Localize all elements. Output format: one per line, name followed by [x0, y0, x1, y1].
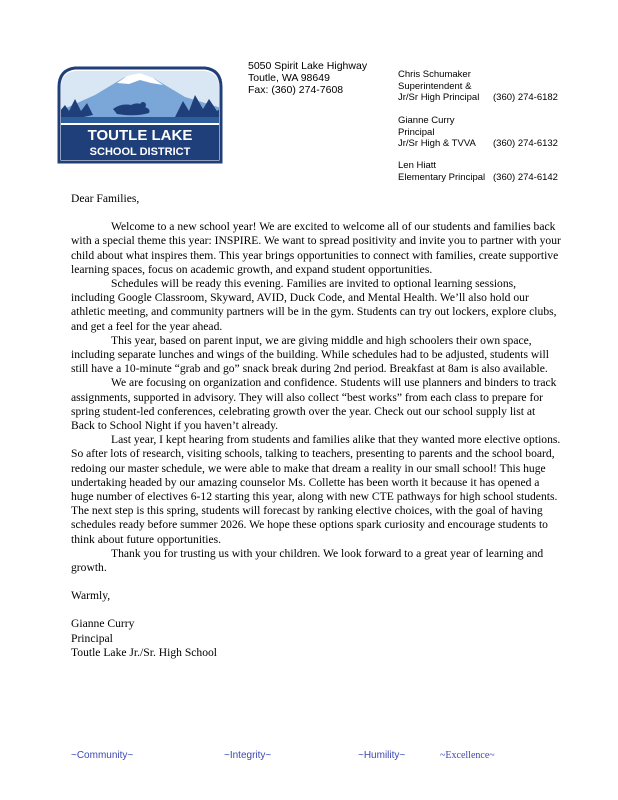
staff-title: Elementary Principal	[398, 171, 486, 183]
staff-name: Gianne Curry	[398, 115, 455, 126]
paragraph-organization: We are focusing on organization and confidence. Students will use planners and binders to track assignments, supported in advisory. They will also collect “best works” from each class to prepare for spring student-led conferences, celebrating growth over the year. Check out our school supply list at Back to School Night if you haven’t already.	[71, 376, 557, 433]
signature-title: Principal	[71, 631, 113, 645]
staff-contact-schumaker	[398, 69, 558, 104]
staff-title: Principal	[398, 126, 435, 138]
signature-block	[71, 617, 561, 660]
signature-school: Toutle Lake Jr./Sr. High School	[71, 645, 218, 659]
closing: Warmly,	[71, 589, 111, 603]
staff-phone: (360) 274-6132	[493, 138, 558, 149]
paragraph-spaces: This year, based on parent input, we are giving middle and high schoolers their own space, including separate lunches and wings of the building. While schedules had to be adjusted, students will still have a 10-minute “grab and go” snack break during 2nd period. Breakfast at 8am is also available.	[71, 333, 549, 376]
staff-title: Jr/Sr High Principal	[398, 92, 480, 103]
address-street: 5050 Spirit Lake Highway	[248, 60, 368, 72]
address-city: Toutle, WA 98649	[248, 72, 330, 84]
staff-name: Len Hiatt	[398, 160, 437, 171]
paragraph-welcome: Welcome to a new school year! We are excited to welcome all of our students and families back with a special theme this year: INSPIRE. We want to spread positivity and invite you to partner with your child about what inspires them. This year brings opportunities to connect with families, create supportive learning spaces, focus on academic growth, and expand student opportunities.	[71, 220, 561, 276]
footer-value-integrity: ~Integrity~	[224, 750, 272, 761]
logo-line1: TOUTLE LAKE	[87, 127, 193, 144]
paragraph-schedules: Schedules will be ready this evening. Families are invited to optional learning sessions, including Google Classroom, Skyward, AVID, Duck Code, and Mental Health. We’ll also hold our athletic meeting, and community partners will be in the gym. Students can try out lockers, explore clubs, and get a feel for the year ahead.	[71, 277, 557, 333]
address-fax: Fax: (360) 274-7608	[248, 84, 344, 96]
staff-title: Jr/Sr High & TVVA	[398, 138, 476, 149]
staff-phone: (360) 274-6182	[493, 92, 558, 103]
logo-line2: SCHOOL DISTRICT	[89, 146, 191, 158]
paragraph-electives: Last year, I kept hearing from students and families alike that they wanted more elective options. So after lots of research, visiting schools, talking to teachers, presenting to parents and the school board, redoing our master schedule, we were able to make that dream a reality in our small school! This huge undertaking headed by our amazing counselor Ms. Collette has been worth it because it has opened a huge number of electives 6-12 starting this year, along with new CTE pathways for high school students. The next step is this spring, students will forecast by ranking elective choices, with the goal of having schedules ready before summer 2026. We hope these options spark curiosity and encourage students to think about future opportunities.	[71, 433, 561, 546]
staff-phone: (360) 274-6142	[493, 171, 558, 183]
values-footer	[0, 750, 618, 766]
staff-contact-curry	[398, 115, 558, 150]
salutation: Dear Families,	[71, 192, 140, 205]
footer-value-humility: ~Humility~	[358, 750, 406, 761]
signature-name: Gianne Curry	[71, 617, 135, 631]
staff-contact-hiatt	[398, 160, 558, 183]
district-address	[248, 60, 378, 96]
footer-value-excellence: ~Excellence~	[440, 750, 495, 761]
staff-title: Superintendent &	[398, 80, 472, 92]
letter-body	[71, 192, 561, 660]
district-logo	[55, 65, 225, 165]
staff-name: Chris Schumaker	[398, 69, 471, 80]
paragraph-thanks: Thank you for trusting us with your children. We look forward to a great year of learning and growth.	[71, 546, 544, 575]
footer-value-community: ~Community~	[71, 750, 134, 761]
